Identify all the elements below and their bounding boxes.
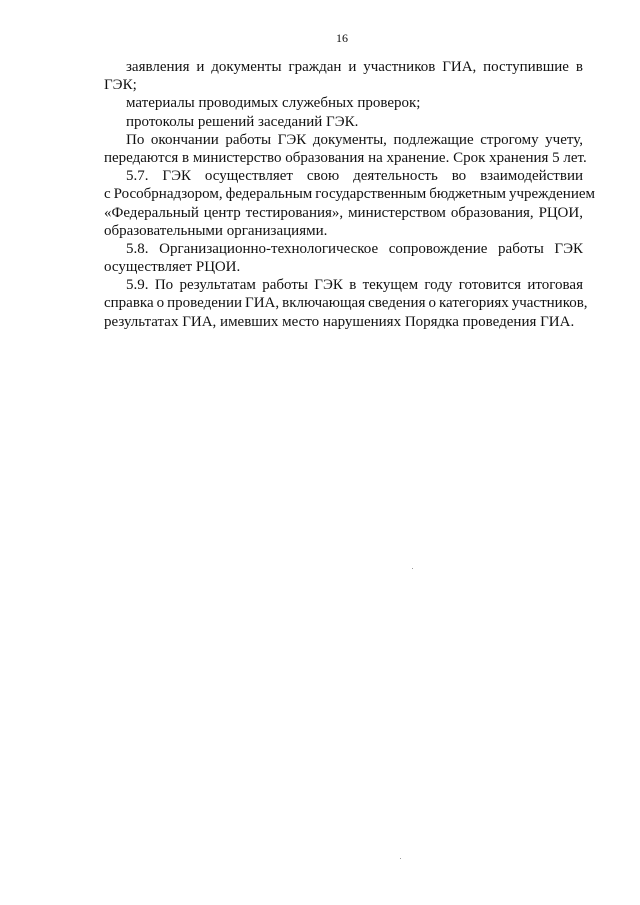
word: ГЭК [162, 168, 191, 185]
word: сопровождение [388, 240, 488, 257]
word: центр [203, 204, 241, 221]
word: учреждением [508, 186, 595, 203]
text-line: материалы проводимых служебных проверок; [126, 95, 421, 112]
page-number: 16 [336, 31, 348, 45]
text-line [104, 185, 595, 203]
word: Рособрнадзором, [113, 186, 223, 203]
word: и [196, 59, 205, 75]
word: справка [104, 295, 154, 312]
word: году [424, 277, 453, 294]
scan-speck [412, 568, 413, 569]
word: бюджетным [429, 186, 506, 203]
word: взаимодействии [480, 168, 583, 185]
word: учету, [545, 131, 583, 148]
word: готовится [458, 277, 522, 294]
document-body [104, 58, 595, 331]
scan-speck [400, 858, 401, 859]
text-line [104, 276, 583, 294]
word: поступившие [483, 59, 569, 75]
word: работы [498, 240, 544, 257]
word: результатам [179, 277, 256, 294]
word: в [349, 277, 357, 294]
word: окончании [150, 131, 219, 148]
word: включающая [282, 295, 366, 312]
paragraph [104, 58, 583, 94]
word: государственным [315, 186, 427, 203]
paragraph [104, 240, 583, 276]
word: работы [262, 277, 308, 294]
word: документы, [312, 131, 387, 148]
paragraph [104, 276, 588, 331]
word: ГЭК [314, 277, 343, 294]
paragraph [104, 94, 583, 112]
text-line: передаются в министерство образования на хранение. Срок хранения 5 лет. [104, 149, 587, 166]
text-line: образовательными организациями. [104, 222, 328, 239]
text-line [104, 240, 583, 258]
word: образования, [450, 204, 534, 221]
text-line [104, 131, 583, 149]
word: деятельность [353, 168, 438, 185]
word: в [575, 59, 583, 75]
word: документы [211, 59, 282, 75]
word: «Федеральный [104, 204, 199, 221]
word: ГИА, [245, 295, 280, 312]
word: ГИА, [442, 59, 477, 75]
paragraph [104, 131, 587, 167]
word: 5.8. [126, 240, 149, 257]
word: ГЭК [554, 240, 583, 257]
word: участников, [511, 295, 588, 312]
word: во [451, 168, 467, 185]
text-line: ГЭК; [104, 77, 137, 94]
word: строгому [480, 131, 539, 148]
paragraph [104, 167, 595, 240]
word: категориях [438, 295, 509, 312]
word: РЦОИ, [538, 204, 583, 221]
word: о [156, 295, 165, 312]
word: федеральным [225, 186, 313, 203]
word: с [104, 186, 111, 203]
text-line [104, 58, 583, 76]
paragraph [104, 113, 583, 131]
word: граждан [288, 59, 342, 75]
word: По [126, 131, 145, 148]
word: подлежащие [393, 131, 474, 148]
word: осуществляет [204, 168, 293, 185]
word: и [348, 59, 357, 75]
word: По [154, 277, 174, 294]
word: сведения [368, 295, 426, 312]
text-line [104, 204, 583, 222]
text-line: осуществляет РЦОИ. [104, 259, 241, 276]
word: итоговая [527, 277, 583, 294]
word: свою [306, 168, 340, 185]
word: текущем [362, 277, 419, 294]
word: работы [225, 131, 272, 148]
text-line: протоколы решений заседаний ГЭК. [126, 113, 359, 130]
text-line [104, 167, 583, 185]
word: министерством [348, 204, 446, 221]
word: участников [363, 59, 436, 75]
word: 5.9. [126, 277, 149, 294]
word: о [428, 295, 436, 312]
word: 5.7. [126, 168, 149, 185]
text-line [104, 294, 588, 312]
word: проведении [167, 295, 243, 312]
word: заявления [126, 59, 190, 75]
word: Организационно-технологическое [159, 240, 379, 257]
word: тестирования», [245, 204, 344, 221]
text-line: результатах ГИА, имевших место нарушениях Порядка проведения ГИА. [104, 313, 575, 330]
word: ГЭК [277, 131, 307, 148]
